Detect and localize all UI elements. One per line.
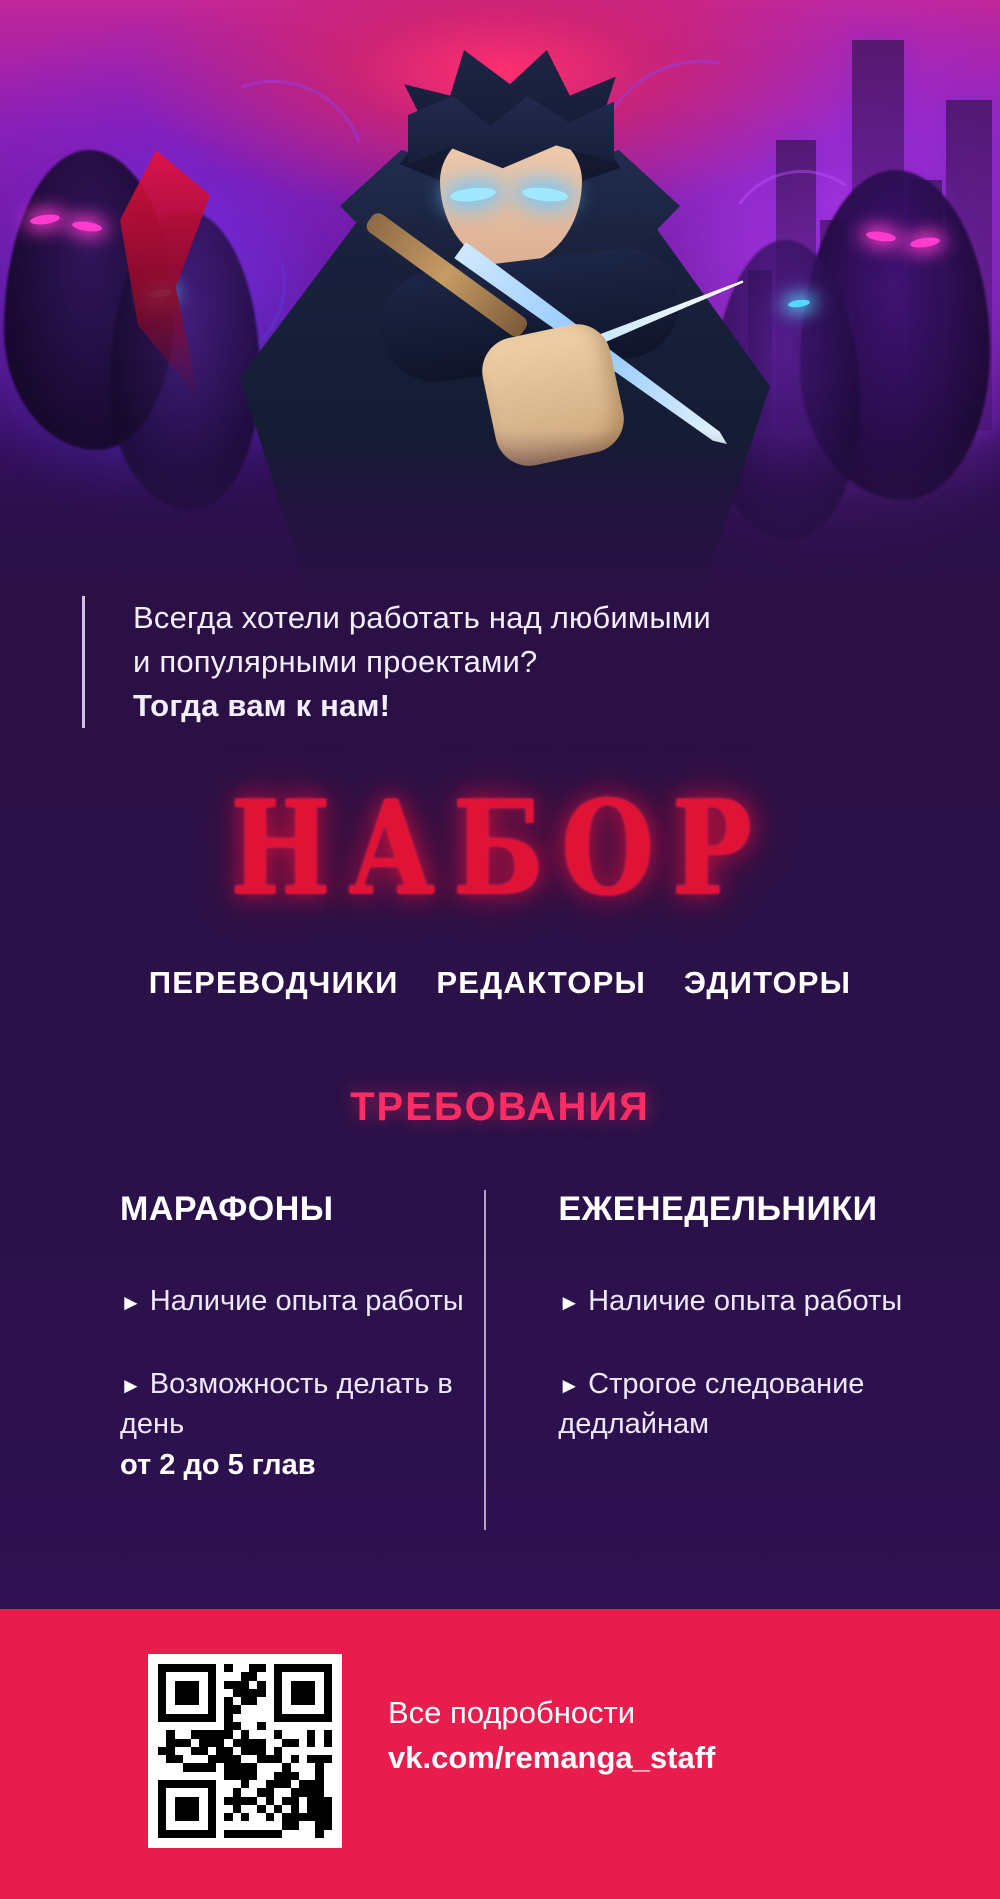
bullet-arrow-icon: ► (558, 1290, 581, 1315)
requirement-item (558, 1364, 910, 1445)
requirement-item (120, 1281, 472, 1322)
bullet-arrow-icon: ► (558, 1372, 581, 1398)
requirement-text: Наличие опыта работы (588, 1285, 903, 1317)
column-divider (484, 1190, 487, 1530)
hero-artwork (0, 0, 1000, 600)
requirement-highlight: от 2 до 5 глав (120, 1448, 316, 1481)
intro-line-1: Всегда хотели работать над любимыми (133, 600, 711, 635)
column-title: ЕЖЕНЕДЕЛЬНИКИ (558, 1190, 878, 1228)
qr-code[interactable] (148, 1654, 342, 1848)
role-item: ЭДИТОРЫ (683, 965, 852, 1000)
requirement-item (558, 1281, 910, 1322)
requirements-title: ТРЕБОВАНИЯ (350, 1085, 650, 1129)
bullet-arrow-icon: ► (120, 1372, 142, 1398)
qr-code-pattern (158, 1664, 332, 1838)
requirements-columns (120, 1190, 910, 1550)
column-marathons (120, 1190, 472, 1550)
intro-line-3: Тогда вам к нам! (133, 688, 391, 724)
headline: НАБОР (230, 771, 770, 924)
role-item: РЕДАКТОРЫ (436, 965, 647, 1000)
requirement-text: Строгое следование дедлайнам (558, 1367, 865, 1441)
intro-line-2: и популярными проектами? (133, 644, 538, 680)
column-weeklies (498, 1190, 910, 1550)
roles-list (0, 965, 1000, 1001)
bullet-arrow-icon: ► (120, 1290, 142, 1315)
role-item: ПЕРЕВОДЧИКИ (148, 965, 399, 1000)
requirement-text: Возможность делать в день (120, 1367, 453, 1441)
artwork-fade (0, 430, 1000, 600)
footer-bar (0, 1609, 1000, 1899)
intro-text (82, 596, 893, 728)
requirement-item (120, 1364, 472, 1486)
footer-text (388, 1691, 715, 1781)
footer-details-label: Все подробности (388, 1695, 636, 1730)
column-title: МАРАФОНЫ (120, 1190, 334, 1228)
headline-wrapper (0, 771, 1000, 924)
footer-link[interactable]: vk.com/remanga_staff (388, 1739, 716, 1775)
requirement-text: Наличие опыта работы (149, 1285, 464, 1317)
